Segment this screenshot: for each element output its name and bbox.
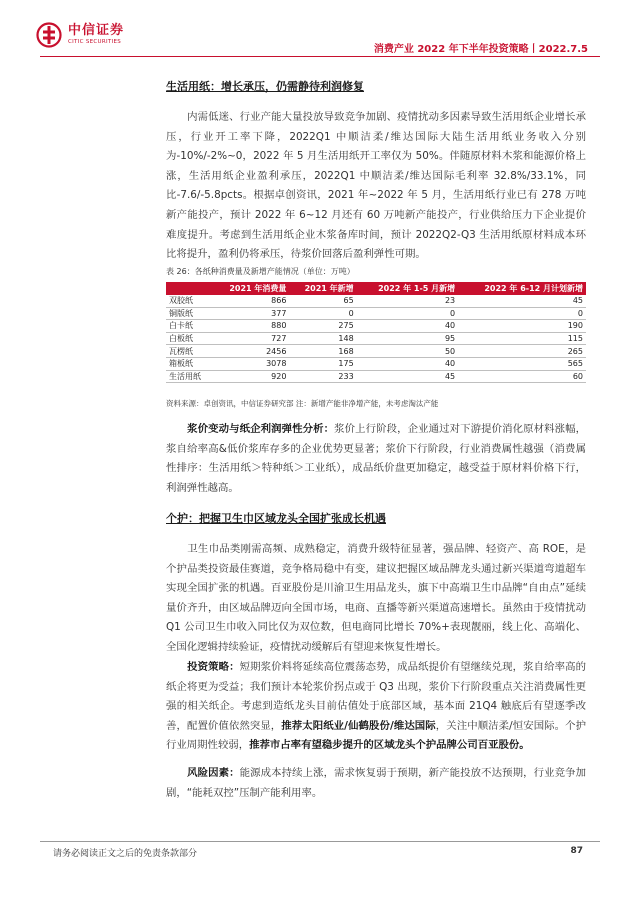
table-cell: 175 [289,357,356,370]
table-header-cell: 2021 年消费量 [212,282,289,295]
strategy-text-2: ，关注中顺洁柔/恒安国际。个护行业周期性较弱， [166,719,587,752]
table-cell: 3078 [212,357,289,370]
table-cell: 377 [212,307,289,320]
strategy-recommendation-1: 推荐太阳纸业/仙鹤股份/维达国际 [281,719,436,732]
table-cell: 275 [289,320,356,333]
section-title-personal-care: 个护：把握卫生巾区域龙头全国扩张成长机遇 [166,512,386,525]
citic-logo-icon [36,22,62,48]
paper-capacity-table [166,282,586,383]
table-cell: 190 [458,320,586,333]
table-cell: 880 [212,320,289,333]
table-cell: 565 [458,357,586,370]
pulp-analysis-text: 浆价上行阶段，企业通过对下游提价消化原材料涨幅，浆自给率高&低价浆库存多的企业优势更显著；浆价下行阶段，行业消费属性越强（消费属性排序：生活用纸＞特种纸＞工业纸），成品纸价盘更加稳定，越受益于原材料价格下行，利润弹性越高。 [166,423,586,494]
table-cell: 白卡纸 [166,320,212,333]
paragraph-risk-factors [166,764,586,803]
page-number: 87 [570,846,583,856]
risk-text: 能源成本持续上涨，需求恢复弱于预期，新产能投放不达预期，行业竞争加剧，“能耗双控”压制产能利用率。 [166,767,586,799]
paragraph-tissue [166,108,586,265]
table-caption: 表 26：各纸种消费量及新增产能情况（单位：万吨） [166,267,355,276]
table-cell: 40 [357,357,458,370]
table-cell: 95 [357,332,458,345]
table-row [166,295,586,307]
header-divider [40,56,600,57]
paragraph-investment-strategy [166,658,586,756]
table-cell: 双胶纸 [166,295,212,307]
table-cell: 920 [212,370,289,383]
footer-disclaimer: 请务必阅读正文之后的免责条款部分 [53,849,198,859]
citic-logo [36,22,124,48]
paragraph-personal-care-text: 卫生巾品类刚需高频、成熟稳定，消费升级特征显著，强品牌、轻资产、高 ROE，是个护品类投资最佳赛道，竞争格局稳中有变，建议把握区域品牌龙头通过新兴渠道弯道超车实现全国扩张的机遇。百亚股份是川渝卫生用品龙头，旗下中高端卫生巾品牌“自由点”延续量价齐升，由区域品牌迈向全国市场，电商、直播等新兴渠道高速增长。虽然由于疫情扰动 Q1 公司卫生巾收入同比仅为双位数，但电商同比增长 70%+表现靓丽，线上化、高端化、全国化逻辑持续验证，疫情扰动缓解后有望迎来恢复性增长。 [166,543,586,653]
paragraph-personal-care [166,540,586,658]
paragraph-pulp-analysis [166,420,586,498]
table-header-row [166,282,586,295]
risk-lead: 风险因素： [187,767,240,779]
table-cell: 233 [289,370,356,383]
table-header-cell: 2022 年 1-5 月新增 [357,282,458,295]
table-cell: 铜版纸 [166,307,212,320]
table-cell: 65 [289,295,356,307]
strategy-text: 短期浆价料将延续高位震荡态势，成品纸提价有望继续兑现，浆自给率高的纸企将更为受益；我们预计本轮浆价拐点或于 Q3 出现，浆价下行阶段重点关注消费属性更强的相关纸企。考虑到造纸龙头目前估值处于底部区域，基本面 21Q4 触底后有望逐季改善，配置价值依然突显， [166,661,586,732]
table-cell: 168 [289,345,356,358]
table-header-cell: 2021 年新增 [289,282,356,295]
table-header-cell [166,282,212,295]
footer-divider [40,841,600,842]
section-title-tissue: 生活用纸：增长承压，仍需静待利润修复 [166,80,364,93]
table-cell: 45 [357,370,458,383]
pulp-analysis-lead: 浆价变动与纸企利润弹性分析： [187,423,335,435]
table-cell: 23 [357,295,458,307]
table-row [166,307,586,320]
table-cell: 50 [357,345,458,358]
table-cell: 866 [212,295,289,307]
table-row [166,370,586,383]
table-cell: 瓦楞纸 [166,345,212,358]
table-row [166,320,586,333]
strategy-lead: 投资策略： [187,661,240,673]
page-header [0,0,640,62]
table-row [166,332,586,345]
table-cell: 45 [458,295,586,307]
table-cell: 白板纸 [166,332,212,345]
table-row [166,345,586,358]
table-cell: 40 [357,320,458,333]
table-cell: 0 [458,307,586,320]
logo-chinese-name: 中信证券 [68,23,125,38]
table-cell: 生活用纸 [166,370,212,383]
table-cell: 115 [458,332,586,345]
logo-english-name: CITIC SECURITIES [68,39,122,45]
table-cell: 727 [212,332,289,345]
table-header-cell: 2022 年 6-12 月计划新增 [458,282,586,295]
table-row [166,357,586,370]
table-cell: 0 [289,307,356,320]
report-title: 消费产业 2022 年下半年投资策略丨2022.7.5 [373,44,588,55]
table-source-note: 资料来源：卓创资讯，中信证券研究部 注：新增产能非净增产能，未考虑淘汰产能 [166,399,439,408]
table-cell: 60 [458,370,586,383]
table-cell: 箱板纸 [166,357,212,370]
table-cell: 0 [357,307,458,320]
paragraph-tissue-text: 内需低迷、行业产能大量投放导致竞争加剧、疫情扰动多因素导致生活用纸企业增长承压，行业开工率下降，2022Q1 中顺洁柔/维达国际大陆生活用纸业务收入分别为-10%/-2%~0，2022 年 5 月生活用纸开工率仅为 50%。伴随原材料木浆和能源价格上涨，生活用纸企业盈利承压，2022Q1 中顺洁柔/维达国际毛利率 32.8%/33.1%，同比-7.6/-5.8pcts。根据卓创资讯，2021 年~2022 年 5 月，生活用纸行业已有 278 万吨新产能投产，预计 2022 年 6~12 月还有 60 万吨新产能投产，行业供给压力下企业提价难度提升。考虑到生活用纸企业木浆备库时间，预计 2022Q2-Q3 生活用纸原材料成本环比将提升，盈利仍将承压，待浆价回落后盈利弹性可期。 [166,111,586,261]
strategy-recommendation-2: 推荐市占率有望稳步提升的区域龙头个护品牌公司百亚股份。 [249,739,530,752]
table-cell: 2456 [212,345,289,358]
table-cell: 265 [458,345,586,358]
table-cell: 148 [289,332,356,345]
